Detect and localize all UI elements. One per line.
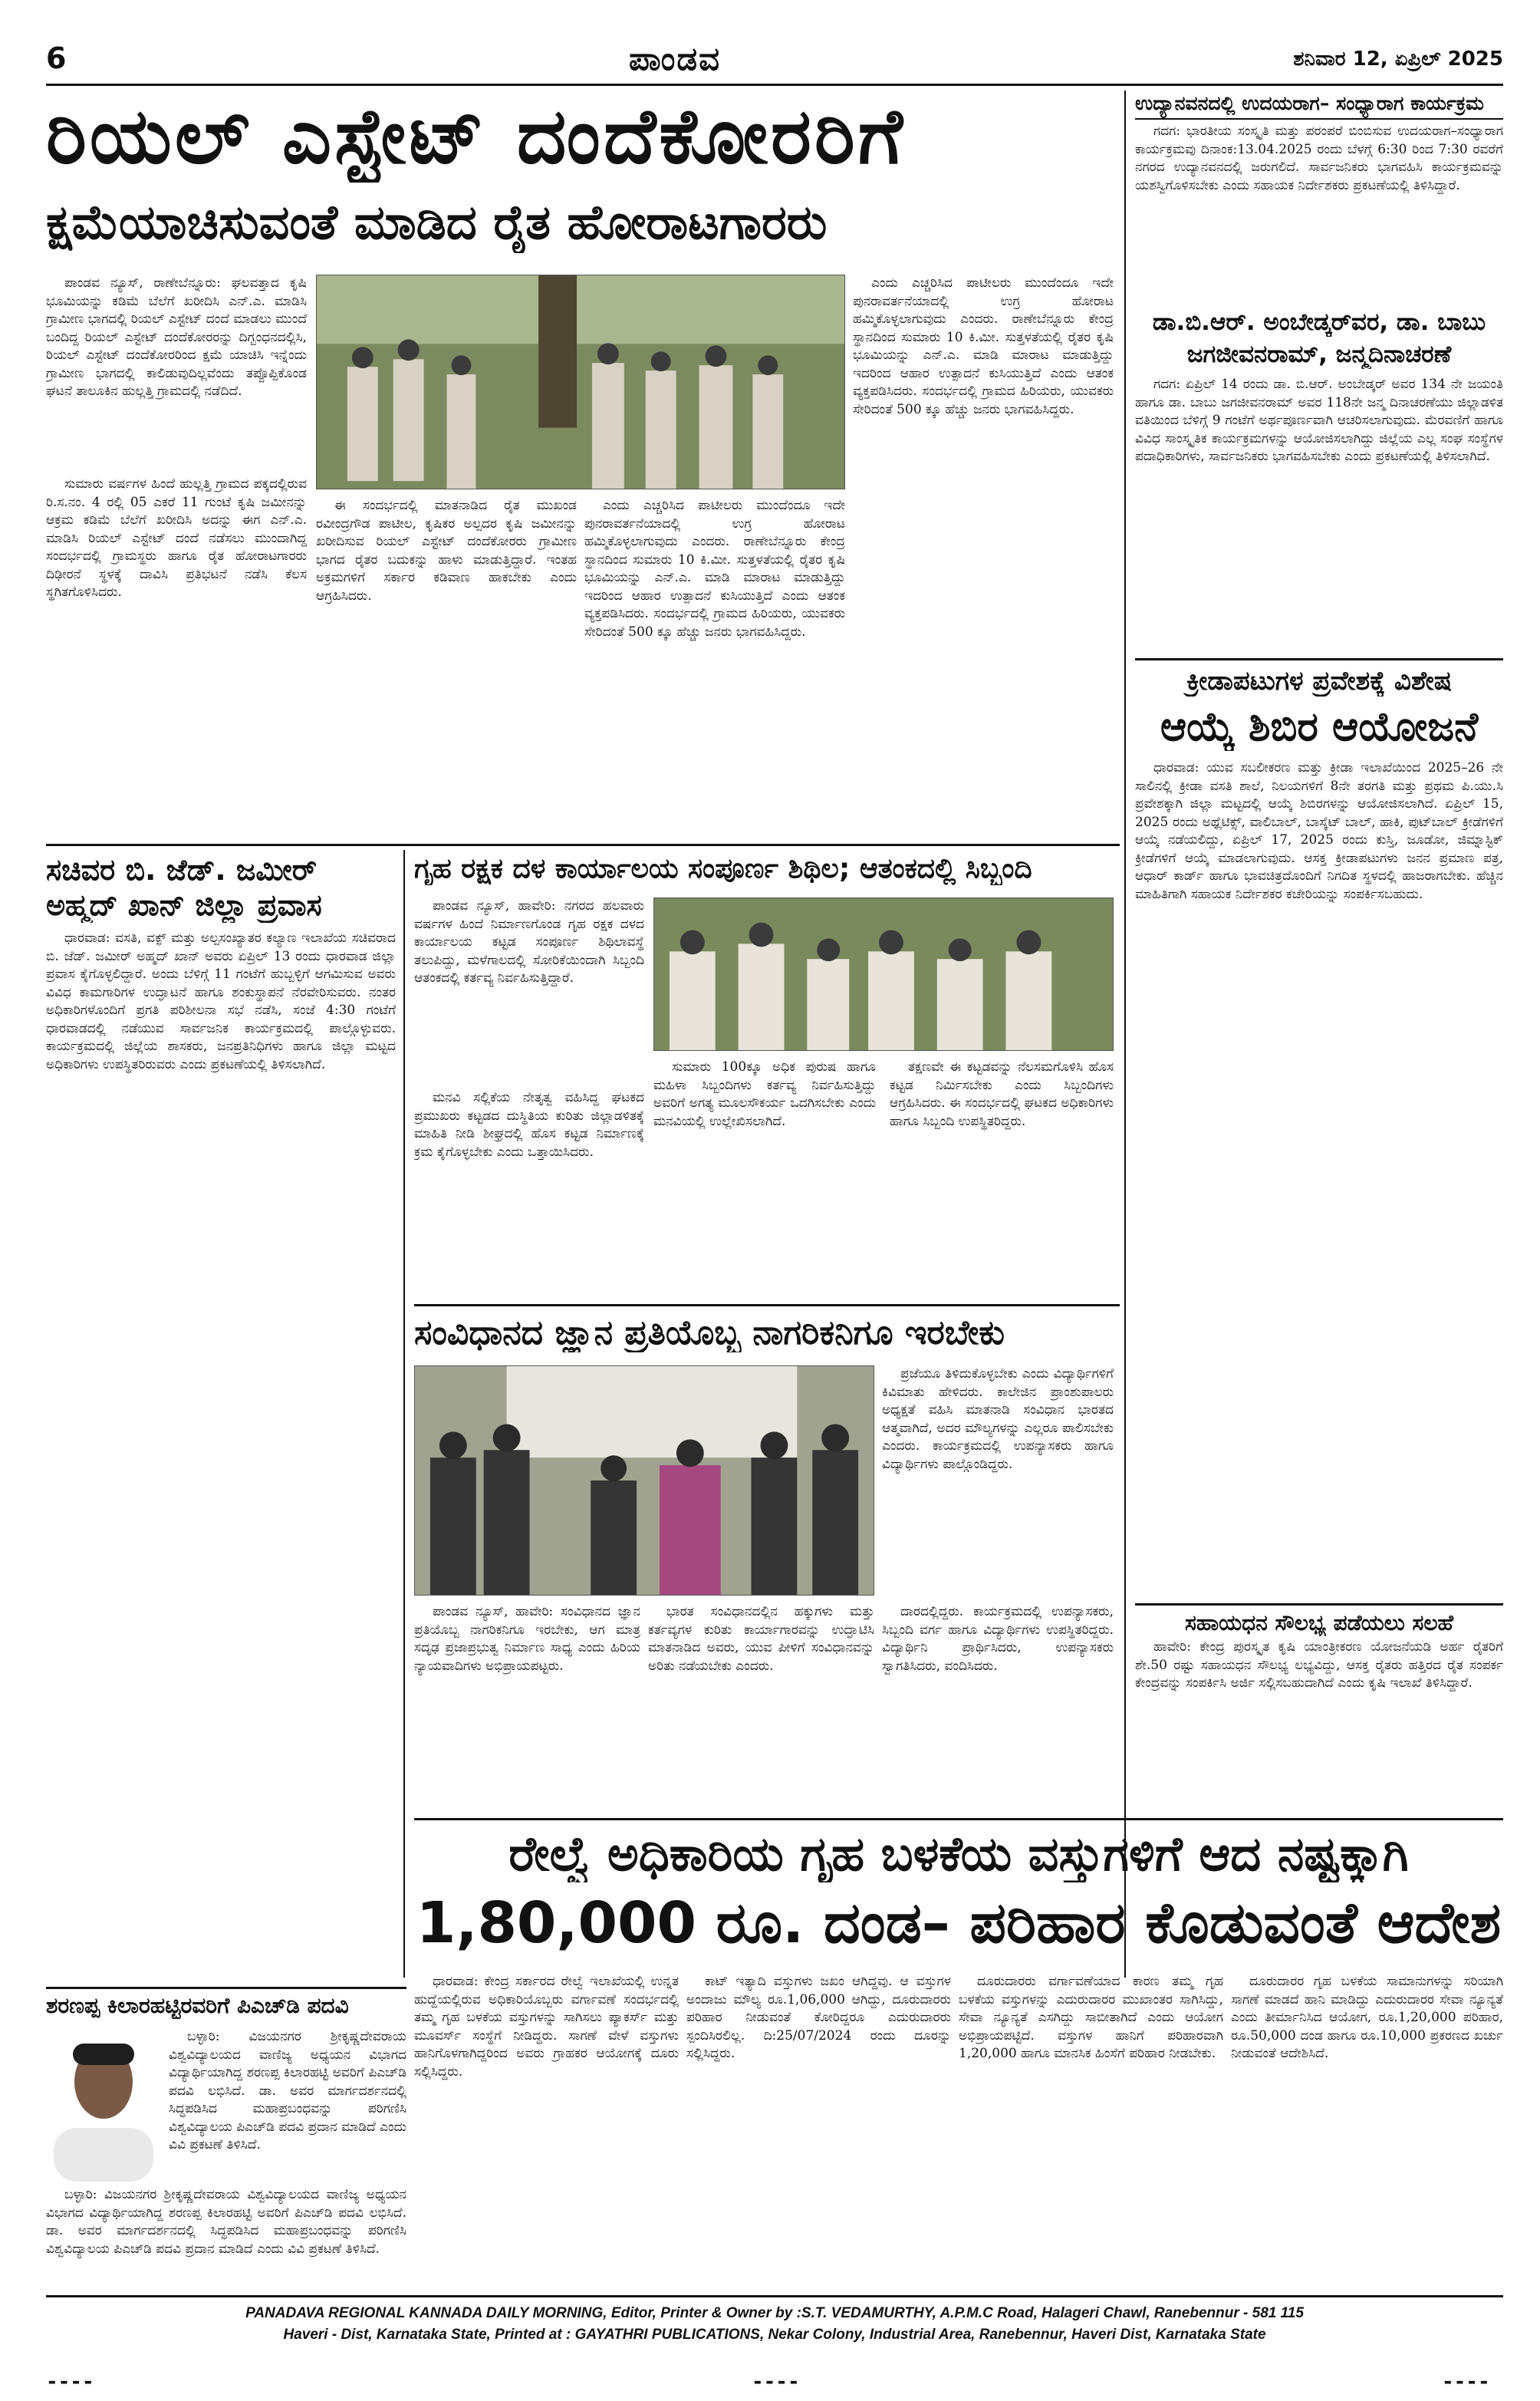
- lead-text-4: ಎಂದು ಎಚ್ಚರಿಸಿದ ಪಾಟೀಲರು ಮುಂದೆಂದೂ ಇದೇ ಪುನರಾವರ್ತನೆಯಾದಲ್ಲಿ ಉಗ್ರ ಹೋರಾಟ ಹಮ್ಮಿಕೊಳ್ಳಲಾಗುವುದು ಎಂದರು. ರಾಣೇಬೆನ್ನೂರು ಕೇಂದ್ರ ಸ್ಥಾನದಿಂದ ಸುಮಾರು 10 ಕಿ.ಮೀ. ಸುತ್ತಳತೆಯಲ್ಲಿ ರೈತರ ಕೃಷಿ ಭೂಮಿಯನ್ನು ಎನ್.ಎ. ಮಾಡಿ ಮಾರಾಟ ಮಾಡುತ್ತಿದ್ದು ಇದರಿಂದ ಆಹಾರ ಉತ್ಪಾದನೆ ಕುಸಿಯುತ್ತಿದೆ ಎಂದು ಆತಂಕ ವ್ಯಕ್ತಪಡಿಸಿದರು. ಸಂದರ್ಭದಲ್ಲಿ ಗ್ರಾಮದ ಹಿರಿಯರು, ಯುವಕರು ಸೇರಿದಂತೆ 500 ಕ್ಕೂ ಹೆಚ್ಚು ಜನರು ಭಾಗವಹಿಸಿದ್ದರು.: [584, 498, 845, 640]
- constitution-right: [882, 1365, 1114, 1596]
- sports-text: ಧಾರವಾಡ: ಯುವ ಸಬಲೀಕರಣ ಮತ್ತು ಕ್ರೀಡಾ ಇಲಾಖೆಯಿಂದ 2025–26 ನೇ ಸಾಲಿನಲ್ಲಿ ಕ್ರೀಡಾ ವಸತಿ ಶಾಲೆ, ನಿಲಯಗಳಿಗೆ 8ನೇ ತರಗತಿ ಮತ್ತು ಪ್ರಥಮ ಪಿ.ಯು.ಸಿ ಪ್ರವೇಶಕ್ಕಾಗಿ ಜಿಲ್ಲಾ ಮಟ್ಟದಲ್ಲಿ ಆಯ್ಕೆ ಶಿಬಿರಗಳನ್ನು ಆಯೋಜಿಸಲಾಗಿದೆ. ಏಪ್ರಿಲ್ 15, 2025 ರಂದು ಅಥ್ಲೆಟಿಕ್ಸ್, ವಾಲಿಬಾಲ್, ಬಾಸ್ಕೆಟ್ ಬಾಲ್, ಹಾಕಿ, ಪುಟ್‌ಬಾಲ್ ಕ್ರೀಡೆಗಳಿಗೆ ಆಯ್ಕೆ ನಡೆಯಲಿದ್ದು, ಏಪ್ರಿಲ್ 17, 2025 ರಂದು ಕುಸ್ತಿ, ಜೂಡೋ, ಜಿಮ್ನಾಸ್ಟಿಕ್ ಕ್ರೀಡೆಗಳಿಗೆ ಆಯ್ಕೆ ಮಾಡಲಾಗುವುದು. ಆಸಕ್ತ ಕ್ರೀಡಾಪಟುಗಳು ಜನನ ಪ್ರಮಾಣ ಪತ್ರ, ಆಧಾರ್ ಕಾರ್ಡ್ ಹಾಗೂ ಭಾವಚಿತ್ರದೊಂದಿಗೆ ನಿಗದಿತ ಸ್ಥಳದಲ್ಲಿ ಹಾಜರಾಗಬೇಕು. ಹೆಚ್ಚಿನ ಮಾಹಿತಿಗಾಗಿ ಸಹಾಯಕ ನಿರ್ದೇಶಕರ ಕಚೇರಿಯನ್ನು ಸಂಪರ್ಕಿಸಬಹುದು.: [1135, 760, 1503, 902]
- railway-text-1: ಧಾರವಾಡ: ಕೇಂದ್ರ ಸರ್ಕಾರದ ರೇಲ್ವೆ ಇಲಾಖೆಯಲ್ಲಿ ಉನ್ನತ ಹುದ್ದೆಯಲ್ಲಿರುವ ಅಧಿಕಾರಿಯೊಬ್ಬರು ವರ್ಗಾವಣೆ ಸಂದರ್ಭದಲ್ಲಿ ತಮ್ಮ ಗೃಹ ಬಳಕೆಯ ವಸ್ತುಗಳನ್ನು ಸಾಗಿಸಲು ಪ್ಯಾಕರ್ಸ್ ಮತ್ತು ಮೂವರ್ಸ್ ಸಂಸ್ಥೆಗೆ ನೀಡಿದ್ದರು. ಸಾಗಣೆ ವೇಳೆ ವಸ್ತುಗಳು ಹಾನಿಗೊಳಗಾಗಿದ್ದರಿಂದ ಅವರು ಗ್ರಾಹಕರ ಆಯೋಗಕ್ಕೆ ದೂರು ಸಲ್ಲಿಸಿದ್ದರು.: [414, 1974, 679, 2080]
- lead-photo: [316, 275, 845, 489]
- railway-col-3: [959, 1973, 1223, 2280]
- constitution-text-3: ದಾರದಲ್ಲಿದ್ದರು. ಕಾರ್ಯಕ್ರಮದಲ್ಲಿ ಉಪನ್ಯಾಸಕರು, ಸಿಬ್ಬಂದಿ ವರ್ಗ ಹಾಗೂ ವಿದ್ಯಾರ್ಥಿಗಳು ಉಪಸ್ಥಿತರಿದ್ದರು. ವಿದ್ಯಾರ್ಥಿನಿ ಪ್ರಾರ್ಥಿಸಿದರು, ಉಪನ್ಯಾಸಕರು ಸ್ವಾಗತಿಸಿದರು, ವಂದಿಸಿದರು.: [882, 1604, 1114, 1674]
- right-top-body: [1135, 123, 1503, 301]
- column-divider-2: [403, 850, 405, 1978]
- ambedkar-title-1: ಡಾ.ಬಿ.ಆರ್. ಅಂಬೇಡ್ಕರ್‌ವರ, ಡಾ. ಬಾಬು: [1152, 308, 1486, 336]
- constitution-photo: [414, 1365, 874, 1596]
- home-guard-col-4: [890, 1059, 1114, 1296]
- home-guard-col-3: [653, 1059, 876, 1296]
- home-guard-title: ಗೃಹ ರಕ್ಷಕ ದಳ ಕಾರ್ಯಾಲಯ ಸಂಪೂರ್ಣ ಶಿಥಿಲ; ಆತಂಕದಲ್ಲಿ ಸಿಬ್ಬಂದಿ: [414, 853, 1032, 884]
- imprint-line-2: Haveri - Dist, Karnataka State, Printed at : GAYATHRI PUBLICATIONS, Nekar Colony, Industrial Area, Ranebennur, Haveri Dist, Karnataka State: [283, 2327, 1266, 2343]
- home-guard-text-4: ತಕ್ಷಣವೇ ಈ ಕಟ್ಟಡವನ್ನು ನೆಲಸಮಗೊಳಿಸಿ ಹೊಸ ಕಟ್ಟಡ ನಿರ್ಮಿಸಬೇಕು ಎಂದು ಸಿಬ್ಬಂದಿಗಳು ಆಗ್ರಹಿಸಿದರು. ಈ ಸಂದರ್ಭದಲ್ಲಿ ಘಟಕದ ಅಧಿಕಾರಿಗಳು ಹಾಗೂ ಸಿಬ್ಬಂದಿ ಉಪಸ್ಥಿತರಿದ್ದರು.: [890, 1059, 1114, 1129]
- lead-text-1: ಪಾಂಡವ ನ್ಯೂಸ್, ರಾಣೇಬೆನ್ನೂರು: ಘಲವತ್ತಾದ ಕೃಷಿ ಭೂಮಿಯನ್ನು ಕಡಿಮೆ ಬೆಲೆಗೆ ಖರೀದಿಸಿ ಎನ್.ಎ. ಮಾಡಿಸಿ ಗ್ರಾಮೀಣ ಭಾಗದಲ್ಲಿ ರಿಯಲ್ ಎಸ್ಟೇಟ್ ದಂದೆ ಮಾಡಲು ಮುಂದೆ ಬಂದಿದ್ದ ರಿಯಲ್ ಎಸ್ಟೇಟ್ ದಂದೆಕೋರರನ್ನು ದಿಗ್ಬಂಧನದಲ್ಲಿಸಿ, ರಿಯಲ್ ಎಸ್ಟೇಟ್ ದಂದೆಕೋರರಿಂದ ಕ್ಷಮೆ ಯಾಚಿಸಿ ಇನ್ನೆಂದು ಗ್ರಾಮೀಣ ಭಾಗದಲ್ಲಿ ಕಾಲಿಡುವುದಿಲ್ಲವೆಂದು ತಪ್ಪೊಪ್ಪಿಕೊಂಡ ಘಟನೆ ತಾಲೂಕಿನ ಹುಲ್ಲತ್ತಿ ಗ್ರಾಮದಲ್ಲಿ ನಡೆದಿದೆ.: [46, 275, 307, 399]
- lead-headline: ರಿಯಲ್ ಎಸ್ಟೇಟ್ ದಂದೆಕೋರರಿಗೆ: [46, 91, 906, 181]
- right-top-text: ಗದಗ: ಭಾರತೀಯ ಸಂಸ್ಕೃತಿ ಮತ್ತು ಪರಂಪರೆ ಬಿಂಬಿಸುವ ಉದಯರಾಗ–ಸಂಧ್ಯಾರಾಗ ಕಾರ್ಯಕ್ರಮವು ದಿನಾಂಕ:13.04.2025 ರಂದು ಬೆಳಗ್ಗೆ 6:30 ರಿಂದ 7:30 ರವರೆಗೆ ನಗರದ ಉದ್ಯಾನವನದಲ್ಲಿ ಜರುಗಲಿದೆ. ಸಾರ್ವಜನಿಕರು ಭಾಗವಹಿಸಿ ಕಾರ್ಯಕ್ರಮವನ್ನು ಯಶಸ್ವಿಗೊಳಿಸಬೇಕು ಎಂದು ಸಹಾಯಕ ನಿರ್ದೇಶಕರು ಪ್ರಕಟಣೆಯಲ್ಲಿ ತಿಳಿಸಿದ್ದಾರೆ.: [1135, 124, 1503, 193]
- constitution-right-text: ಪ್ರಜೆಯೂ ತಿಳಿದುಕೊಳ್ಳಬೇಕು ಎಂದು ವಿದ್ಯಾರ್ಥಿಗಳಿಗೆ ಕಿವಿಮಾತು ಹೇಳಿದರು. ಕಾಲೇಜಿನ ಪ್ರಾಂಶುಪಾಲರು ಅಧ್ಯಕ್ಷತೆ ವಹಿಸಿ ಮಾತನಾಡಿ ಸಂವಿಧಾನ ಭಾರತದ ಆತ್ಮವಾಗಿದೆ, ಅದರ ಮೌಲ್ಯಗಳನ್ನು ಎಲ್ಲರೂ ಪಾಲಿಸಬೇಕು ಎಂದರು. ಕಾರ್ಯಕ್ರಮದಲ್ಲಿ ಉಪನ್ಯಾಸಕರು ಹಾಗೂ ವಿದ್ಯಾರ್ಥಿಗಳು ಪಾಲ್ಗೊಂಡಿದ್ದರು.: [882, 1366, 1114, 1472]
- right-top-title: ಉದ್ಯಾನವನದಲ್ಲಿ ಉದಯರಾಗ– ಸಂಧ್ಯಾರಾಗ ಕಾರ್ಯಕ್ರಮ: [1135, 92, 1503, 120]
- masthead-logo: ಪಾಂಡವ: [629, 40, 722, 77]
- help-text: ಹಾವೇರಿ: ಕೇಂದ್ರ ಪುರಸ್ಕೃತ ಕೃಷಿ ಯಾಂತ್ರೀಕರಣ ಯೋಜನೆಯಡಿ ಅರ್ಹ ರೈತರಿಗೆ ಶೇ.50 ರಷ್ಟು ಸಹಾಯಧನ ಸೌಲಭ್ಯ ಲಭ್ಯವಿದ್ದು, ಆಸಕ್ತ ರೈತರು ಹತ್ತಿರದ ರೈತ ಸಂಪರ್ಕ ಕೇಂದ್ರವನ್ನು ಸಂಪರ್ಕಿಸಿ ಅರ್ಜಿ ಸಲ್ಲಿಸಬಹುದಾಗಿದೆ ಎಂದು ಕೃಷಿ ಇಲಾಖೆ ತಿಳಿಸಿದ್ದಾರೆ.: [1135, 1639, 1503, 1691]
- railway-col-2: [686, 1973, 951, 2280]
- railway-title-2: 1,80,000 ರೂ. ದಂಡ– ಪರಿಹಾರ ಕೊಡುವಂತೆ ಆದೇಶ: [416, 1890, 1502, 1956]
- constitution-text-2: ಭಾರತ ಸಂವಿಧಾನದಲ್ಲಿನ ಹಕ್ಕುಗಳು ಮತ್ತು ಕರ್ತವ್ಯಗಳ ಕುರಿತು ಕಾರ್ಯಾಗಾರವನ್ನು ಉದ್ಘಾಟಿಸಿ ಮಾತನಾಡಿದ ಅವರು, ಯುವ ಪೀಳಿಗೆ ಸಂವಿಧಾನವನ್ನು ಅರಿತು ನಡೆಯಬೇಕು ಎಂದರು.: [648, 1604, 874, 1674]
- crop-mark-center: ----: [752, 2370, 800, 2393]
- constitution-title: ಸಂವಿಧಾನದ ಜ್ಞಾನ ಪ್ರತಿಯೊಬ್ಬ ನಾಗರಿಕನಿಗೂ ಇರಬೇಕು: [414, 1313, 1005, 1352]
- ambedkar-text: ಗದಗ: ಏಪ್ರಿಲ್ 14 ರಂದು ಡಾ. ಬಿ.ಆರ್. ಅಂಬೇಡ್ಕರ್ ಅವರ 134 ನೇ ಜಯಂತಿ ಹಾಗೂ ಡಾ. ಬಾಬು ಜಗಜೀವನರಾಮ್ ಅವರ 118ನೇ ಜನ್ಮ ದಿನಾಚರಣೆಯು ಜಿಲ್ಲಾಡಳಿತ ವತಿಯಿಂದ ಬೆಳಿಗ್ಗೆ 9 ಗಂಟೆಗೆ ಅರ್ಥಪೂರ್ಣವಾಗಿ ಆಚರಿಸಲಾಗುವುದು. ಮೆರವಣಿಗೆ ಹಾಗೂ ವಿವಿಧ ಸಾಂಸ್ಕೃತಿಕ ಕಾರ್ಯಕ್ರಮಗಳನ್ನು ಆಯೋಜಿಸಲಾಗಿದ್ದು ಜಿಲ್ಲೆಯ ಎಲ್ಲ ಸಂಘ ಸಂಸ್ಥೆಗಳ ಪದಾಧಿಕಾರಿಗಳು, ಸಾರ್ವಜನಿಕರು ಭಾಗವಹಿಸಬೇಕು ಎಂದು ಪ್ರಕಟಣೆಯಲ್ಲಿ ತಿಳಿಸಲಾಗಿದೆ.: [1135, 377, 1503, 464]
- lead-column-4: [584, 497, 845, 836]
- constitution-col-3: [882, 1603, 1114, 1810]
- railway-text-2: ಕಾಟ್ ಇತ್ಯಾದಿ ವಸ್ತುಗಳು ಜಖಂ ಆಗಿದ್ದವು. ಆ ವಸ್ತುಗಳ ಅಂದಾಜು ಮೌಲ್ಯ ರೂ.1,06,000 ಆಗಿದ್ದು, ದೂರುದಾರರು ಪರಿಹಾರ ನೀಡುವಂತೆ ಕೋರಿದ್ದರೂ ಎದುರುದಾರರು ಸ್ಪಂದಿಸಿರಲಿಲ್ಲ. ದಿ:25/07/2024 ರಂದು ದೂರನ್ನು ಸಲ್ಲಿಸಿದ್ದರು.: [686, 1974, 951, 2061]
- lead-text-2: ಸುಮಾರು ವರ್ಷಗಳ ಹಿಂದೆ ಹುಲ್ಲತ್ತಿ ಗ್ರಾಮದ ಪಕ್ಕದಲ್ಲಿರುವ ರಿ.ಸ.ನಂ. 4 ರಲ್ಲಿ 05 ಎಕರೆ 11 ಗುಂಟೆ ಕೃಷಿ ಜಮೀನನ್ನು ಆಕ್ರಮ ಕಡಿಮೆ ಬೆಲೆಗೆ ಖರೀದಿಸಿ ಅದನ್ನು ಈಗ ಎನ್.ಎ. ಮಾಡಿಸಿ ರಿಯಲ್ ಎಸ್ಟೇಟ್ ದಂದೆ ನಡೆಸಲು ಮುಂದಾಗಿದ್ದ ಸಂದರ್ಭದಲ್ಲಿ ಗ್ರಾಮಸ್ಥರು ಹಾಗೂ ರೈತ ಹೋರಾಟಗಾರರು ದಿಢೀರನೆ ಸ್ಥಳಕ್ಕೆ ದಾವಿಸಿ ಪ್ರತಿಭಟನೆ ನಡೆಸಿ ಕೆಲಸ ಸ್ಥಗಿತಗೊಳಿಸಿದರು.: [46, 476, 307, 600]
- lead-column-5: [853, 275, 1114, 836]
- sports-title-1: ಕ್ರೀಡಾಪಟುಗಳ ಪ್ರವೇಶಕ್ಕೆ ವಿಶೇಷ: [1186, 666, 1452, 697]
- appointment-text-2: ಬಳ್ಳಾರಿ: ವಿಜಯನಗರ ಶ್ರೀಕೃಷ್ಣದೇವರಾಯ ವಿಶ್ವವಿದ್ಯಾಲಯದ ವಾಣಿಜ್ಯ ಅಧ್ಯಯನ ವಿಭಾಗದ ವಿದ್ಯಾರ್ಥಿಯಾಗಿದ್ದ ಶರಣಪ್ಪ ಕಿಲಾರಹಟ್ಟಿ ಅವರಿಗೆ ಪಿಎಚ್‌ಡಿ ಪದವಿ ಲಭಿಸಿದೆ. ಡಾ. ಅವರ ಮಾರ್ಗದರ್ಶನದಲ್ಲಿ ಸಿದ್ಧಪಡಿಸಿದ ಮಹಾಪ್ರಬಂಧವನ್ನು ಪರಿಗಣಿಸಿ ವಿಶ್ವವಿದ್ಯಾಲಯ ಪಿಎಚ್‌ಡಿ ಪದವಿ ಪ್ರದಾನ ಮಾಡಿದೆ ಎಂದು ವಿವಿ ಪ್ರಕಟಣೆ ತಿಳಿಸಿದೆ.: [46, 2187, 406, 2257]
- railway-text-3: ದೂರುದಾರರು ವರ್ಗಾವಣೆಯಾದ ಕಾರಣ ತಮ್ಮ ಗೃಹ ಬಳಕೆಯ ವಸ್ತುಗಳನ್ನು ಎದುರುದಾರರ ಮುಖಾಂತರ ಸಾಗಿಸಿದ್ದು, ಸೇವಾ ನ್ಯೂನ್ಯತೆ ಎಸಗಿದ್ದು ಸಾಬೀತಾಗಿದೆ ಎಂದು ಆಯೋಗ ಅಭಿಪ್ರಾಯಪಟ್ಟಿದೆ. ವಸ್ತುಗಳ ಹಾನಿಗೆ ಪರಿಹಾರವಾಗಿ 1,20,000 ಹಾಗೂ ಮಾನಸಿಕ ಹಿಂಸೆಗೆ ಪರಿಹಾರ ನೀಡಬೇಕು.: [959, 1974, 1223, 2061]
- home-guard-text-1: ಪಾಂಡವ ನ್ಯೂಸ್, ಹಾವೇರಿ: ನಗರದ ಹಲವಾರು ವರ್ಷಗಳ ಹಿಂದೆ ನಿರ್ಮಾಣಗೊಂಡ ಗೃಹ ರಕ್ಷಕ ದಳದ ಕಾರ್ಯಾಲಯ ಕಟ್ಟಡ ಸಂಪೂರ್ಣ ಶಿಥಿಲಾವಸ್ಥೆ ತಲುಪಿದ್ದು, ಮಳೆಗಾಲದಲ್ಲಿ ಸೋರಿಕೆಯಿಂದಾಗಿ ಸಿಬ್ಬಂದಿ ಆತಂಕದಲ್ಲಿ ಕರ್ತವ್ಯ ನಿರ್ವಹಿಸುತ್ತಿದ್ದಾರೆ.: [414, 898, 644, 986]
- section-divider: [46, 844, 1120, 846]
- lead-column-3: [316, 497, 577, 836]
- crop-mark-left: ----: [46, 2370, 94, 2393]
- imprint-line-1: PANADAVA REGIONAL KANNADA DAILY MORNING, Editor, Printer & Owner by :S.T. VEDAMURTHY, A.P.M.C Road, Halageri Chawl, Ranebennur - 581 115: [245, 2305, 1304, 2321]
- imprint: [46, 2303, 1503, 2346]
- lead-subheadline: ಕ್ಷಮೆಯಾಚಿಸುವಂತೆ ಮಾಡಿದ ರೈತ ಹೋರಾಟಗಾರರು: [46, 194, 828, 250]
- column-divider: [1124, 91, 1126, 1978]
- appointment-body-2: [46, 2186, 406, 2280]
- footer-divider: [46, 2295, 1503, 2297]
- appointment-body-1: [169, 2028, 406, 2182]
- issue-date: ಶನಿವಾರ 12, ಏಪ್ರಿಲ್ 2025: [1293, 48, 1503, 71]
- portrait-photo: [46, 2028, 161, 2182]
- lead-text-3: ಈ ಸಂದರ್ಭದಲ್ಲಿ ಮಾತನಾಡಿದ ರೈತ ಮುಖಂಡ ರವೀಂದ್ರಗೌಡ ಪಾಟೀಲ, ಕೃಷಿಕರ ಅಲ್ಪದರ ಕೃಷಿ ಜಮೀನನ್ನು ಖರೀದಿಸುವ ರಿಯಲ್ ಎಸ್ಟೇಟ್ ದಂದೆಕೋರರು ಗ್ರಾಮೀಣ ಭಾಗದ ರೈತರ ಬದುಕನ್ನು ಹಾಳು ಮಾಡುತ್ತಿದ್ದಾರೆ. ಇಂತಹ ಅಕ್ರಮಗಳಿಗೆ ಸರ್ಕಾರ ಕಡಿವಾಣ ಹಾಕಬೇಕು ಎಂದು ಆಗ್ರಹಿಸಿದರು.: [316, 498, 577, 604]
- appointment-title: ಶರಣಪ್ಪ ಕಿಲಾರಹಟ್ಟಿರವರಿಗೆ ಪಿಎಚ್‌ಡಿ ಪದವಿ: [46, 1993, 349, 2018]
- page-number: 6: [46, 41, 67, 75]
- page-header: [46, 40, 1503, 86]
- section-divider-3: [414, 1818, 1503, 1820]
- sports-title-2: ಆಯ್ಕೆ ಶಿಬಿರ ಆಯೋಜನೆ: [1160, 704, 1479, 750]
- railway-col-4: [1231, 1973, 1503, 2280]
- home-guard-text-3: ಸುಮಾರು 100ಕ್ಕೂ ಅಧಿಕ ಪುರುಷ ಹಾಗೂ ಮಹಿಳಾ ಸಿಬ್ಬಂದಿಗಳು ಕರ್ತವ್ಯ ನಿರ್ವಹಿಸುತ್ತಿದ್ದು ಅವರಿಗೆ ಅಗತ್ಯ ಮೂಲಸೌಕರ್ಯ ಒದಗಿಸಬೇಕು ಎಂದು ಮನವಿಯಲ್ಲಿ ಉಲ್ಲೇಖಿಸಲಾಗಿದೆ.: [653, 1059, 876, 1129]
- section-divider-4: [46, 1987, 406, 1989]
- constitution-col-2: [648, 1603, 874, 1810]
- home-guard-col-1: [414, 897, 644, 1082]
- minister-title-1: ಸಚಿವರ ಬಿ. ಜೆಡ್. ಜಮೀರ್: [46, 853, 318, 887]
- ambedkar-body: [1135, 376, 1503, 652]
- help-title: ಸಹಾಯಧನ ಸೌಲಭ್ಯ ಪಡೆಯಲು ಸಲಹೆ: [1135, 1603, 1503, 1636]
- lead-column-2: [46, 476, 307, 836]
- minister-body: [46, 930, 396, 2004]
- railway-col-1: [414, 1973, 679, 2280]
- help-body: [1135, 1639, 1503, 1810]
- sports-body: [1135, 759, 1503, 1596]
- home-guard-col-2: [414, 1089, 644, 1296]
- constitution-col-1: [414, 1603, 640, 1810]
- minister-text: ಧಾರವಾಡ: ವಸತಿ, ವಕ್ಫ್ ಮತ್ತು ಅಲ್ಪಸಂಖ್ಯಾತರ ಕಲ್ಯಾಣ ಇಲಾಖೆಯ ಸಚಿವರಾದ ಬಿ. ಜೆಡ್. ಜಮೀರ್ ಅಹ್ಮದ್ ಖಾನ್ ಅವರು ಏಪ್ರಿಲ್ 13 ರಂದು ಧಾರವಾಡ ಜಿಲ್ಲಾ ಪ್ರವಾಸ ಕೈಗೊಳ್ಳಲಿದ್ದಾರೆ. ಅಂದು ಬೆಳಿಗ್ಗೆ 11 ಗಂಟೆಗೆ ಹುಬ್ಬಳ್ಳಿಗೆ ಆಗಮಿಸುವ ಅವರು ವಿವಿಧ ಕಾಮಗಾರಿಗಳ ಉದ್ಘಾಟನೆ ಹಾಗೂ ಶಂಕುಸ್ಥಾಪನೆ ನೆರವೇರಿಸುವರು. ನಂತರ ಅಧಿಕಾರಿಗಳೊಂದಿಗೆ ಪ್ರಗತಿ ಪರಿಶೀಲನಾ ಸಭೆ ನಡೆಸಿ, ಸಂಜೆ 4:30 ಗಂಟೆಗೆ ಧಾರವಾಡದಲ್ಲಿ ನಡೆಯುವ ಸಾರ್ವಜನಿಕ ಕಾರ್ಯಕ್ರಮದಲ್ಲಿ ಪಾಲ್ಗೊಳ್ಳುವರು. ಕಾರ್ಯಕ್ರಮದಲ್ಲಿ ಜಿಲ್ಲೆಯ ಶಾಸಕರು, ಜನಪ್ರತಿನಿಧಿಗಳು ಹಾಗೂ ಜಿಲ್ಲಾ ಮಟ್ಟದ ಅಧಿಕಾರಿಗಳು ಉಪಸ್ಥಿತರಿರುವರು ಎಂದು ಪ್ರಕಟಣೆಯಲ್ಲಿ ತಿಳಿಸಲಾಗಿದೆ.: [46, 930, 396, 1072]
- ambedkar-title-2: ಜಗಜೀವನರಾಮ್, ಜನ್ಮದಿನಾಚರಣೆ: [1186, 341, 1452, 368]
- appointment-text: ಬಳ್ಳಾರಿ: ವಿಜಯನಗರ ಶ್ರೀಕೃಷ್ಣದೇವರಾಯ ವಿಶ್ವವಿದ್ಯಾಲಯದ ವಾಣಿಜ್ಯ ಅಧ್ಯಯನ ವಿಭಾಗದ ವಿದ್ಯಾರ್ಥಿಯಾಗಿದ್ದ ಶರಣಪ್ಪ ಕಿಲಾರಹಟ್ಟಿ ಅವರಿಗೆ ಪಿಎಚ್‌ಡಿ ಪದವಿ ಲಭಿಸಿದೆ. ಡಾ. ಅವರ ಮಾರ್ಗದರ್ಶನದಲ್ಲಿ ಸಿದ್ಧಪಡಿಸಿದ ಮಹಾಪ್ರಬಂಧವನ್ನು ಪರಿಗಣಿಸಿ ವಿಶ್ವವಿದ್ಯಾಲಯ ಪಿಎಚ್‌ಡಿ ಪದವಿ ಪ್ರದಾನ ಮಾಡಿದೆ ಎಂದು ವಿವಿ ಪ್ರಕಟಣೆ ತಿಳಿಸಿದೆ.: [169, 2029, 406, 2152]
- section-divider-2: [414, 1304, 1120, 1306]
- minister-title-2: ಅಹ್ಮದ್ ಖಾನ್ ಜಿಲ್ಲಾ ಪ್ರವಾಸ: [46, 888, 322, 922]
- home-guard-text-2: ಮನವಿ ಸಲ್ಲಿಕೆಯ ನೇತೃತ್ವ ವಹಿಸಿದ್ದ ಘಟಕದ ಪ್ರಮುಖರು ಕಟ್ಟಡದ ದುಸ್ಥಿತಿಯ ಕುರಿತು ಜಿಲ್ಲಾಡಳಿತಕ್ಕೆ ಮಾಹಿತಿ ನೀಡಿ ಶೀಘ್ರದಲ್ಲಿ ಹೊಸ ಕಟ್ಟಡ ನಿರ್ಮಾಣಕ್ಕೆ ಕ್ರಮ ಕೈಗೊಳ್ಳಬೇಕು ಎಂದು ಒತ್ತಾಯಿಸಿದರು.: [414, 1090, 644, 1160]
- railway-text-4: ದೂರುದಾರರ ಗೃಹ ಬಳಕೆಯ ಸಾಮಾನುಗಳನ್ನು ಸರಿಯಾಗಿ ಸಾಗಣೆ ಮಾಡದೆ ಹಾನಿ ಮಾಡಿದ್ದು ಎದುರುದಾರರ ಸೇವಾ ನ್ಯೂನ್ಯತೆ ಎಂದು ತೀರ್ಮಾನಿಸಿದ ಆಯೋಗ, ರೂ.1,20,000 ಪರಿಹಾರ, ರೂ.50,000 ದಂಡ ಹಾಗೂ ರೂ.10,000 ಪ್ರಕರಣದ ಖರ್ಚು ನೀಡುವಂತೆ ಆದೇಶಿಸಿದೆ.: [1231, 1974, 1503, 2061]
- lead-column-1: [46, 275, 307, 466]
- crop-mark-right: ----: [1442, 2370, 1490, 2393]
- home-guard-photo: [653, 897, 1114, 1051]
- railway-title-1: ರೇಲ್ವೆ ಅಧಿಕಾರಿಯ ಗೃಹ ಬಳಕೆಯ ವಸ್ತುಗಳಿಗೆ ಆದ ನಷ್ಟಕ್ಕಾಗಿ: [508, 1826, 1409, 1882]
- constitution-text-1: ಪಾಂಡವ ನ್ಯೂಸ್, ಹಾವೇರಿ: ಸಂವಿಧಾನದ ಜ್ಞಾನ ಪ್ರತಿಯೊಬ್ಬ ನಾಗರಿಕನಿಗೂ ಇರಬೇಕು, ಆಗ ಮಾತ್ರ ಸದೃಢ ಪ್ರಜಾಪ್ರಭುತ್ವ ನಿರ್ಮಾಣ ಸಾಧ್ಯ ಎಂದು ಹಿರಿಯ ನ್ಯಾಯವಾದಿಗಳು ಅಭಿಪ್ರಾಯಪಟ್ಟರು.: [414, 1604, 640, 1674]
- lead-text-5: ಎಂದು ಎಚ್ಚರಿಸಿದ ಪಾಟೀಲರು ಮುಂದೆಂದೂ ಇದೇ ಪುನರಾವರ್ತನೆಯಾದಲ್ಲಿ ಉಗ್ರ ಹೋರಾಟ ಹಮ್ಮಿಕೊಳ್ಳಲಾಗುವುದು ಎಂದರು. ರಾಣೇಬೆನ್ನೂರು ಕೇಂದ್ರ ಸ್ಥಾನದಿಂದ ಸುಮಾರು 10 ಕಿ.ಮೀ. ಸುತ್ತಳತೆಯಲ್ಲಿ ರೈತರ ಕೃಷಿ ಭೂಮಿಯನ್ನು ಎನ್.ಎ. ಮಾಡಿ ಮಾರಾಟ ಮಾಡುತ್ತಿದ್ದು ಇದರಿಂದ ಆಹಾರ ಉತ್ಪಾದನೆ ಕುಸಿಯುತ್ತಿದೆ ಎಂದು ಆತಂಕ ವ್ಯಕ್ತಪಡಿಸಿದರು. ಸಂದರ್ಭದಲ್ಲಿ ಗ್ರಾಮದ ಹಿರಿಯರು, ಯುವಕರು ಸೇರಿದಂತೆ 500 ಕ್ಕೂ ಹೆಚ್ಚು ಜನರು ಭಾಗವಹಿಸಿದ್ದರು.: [853, 275, 1114, 417]
